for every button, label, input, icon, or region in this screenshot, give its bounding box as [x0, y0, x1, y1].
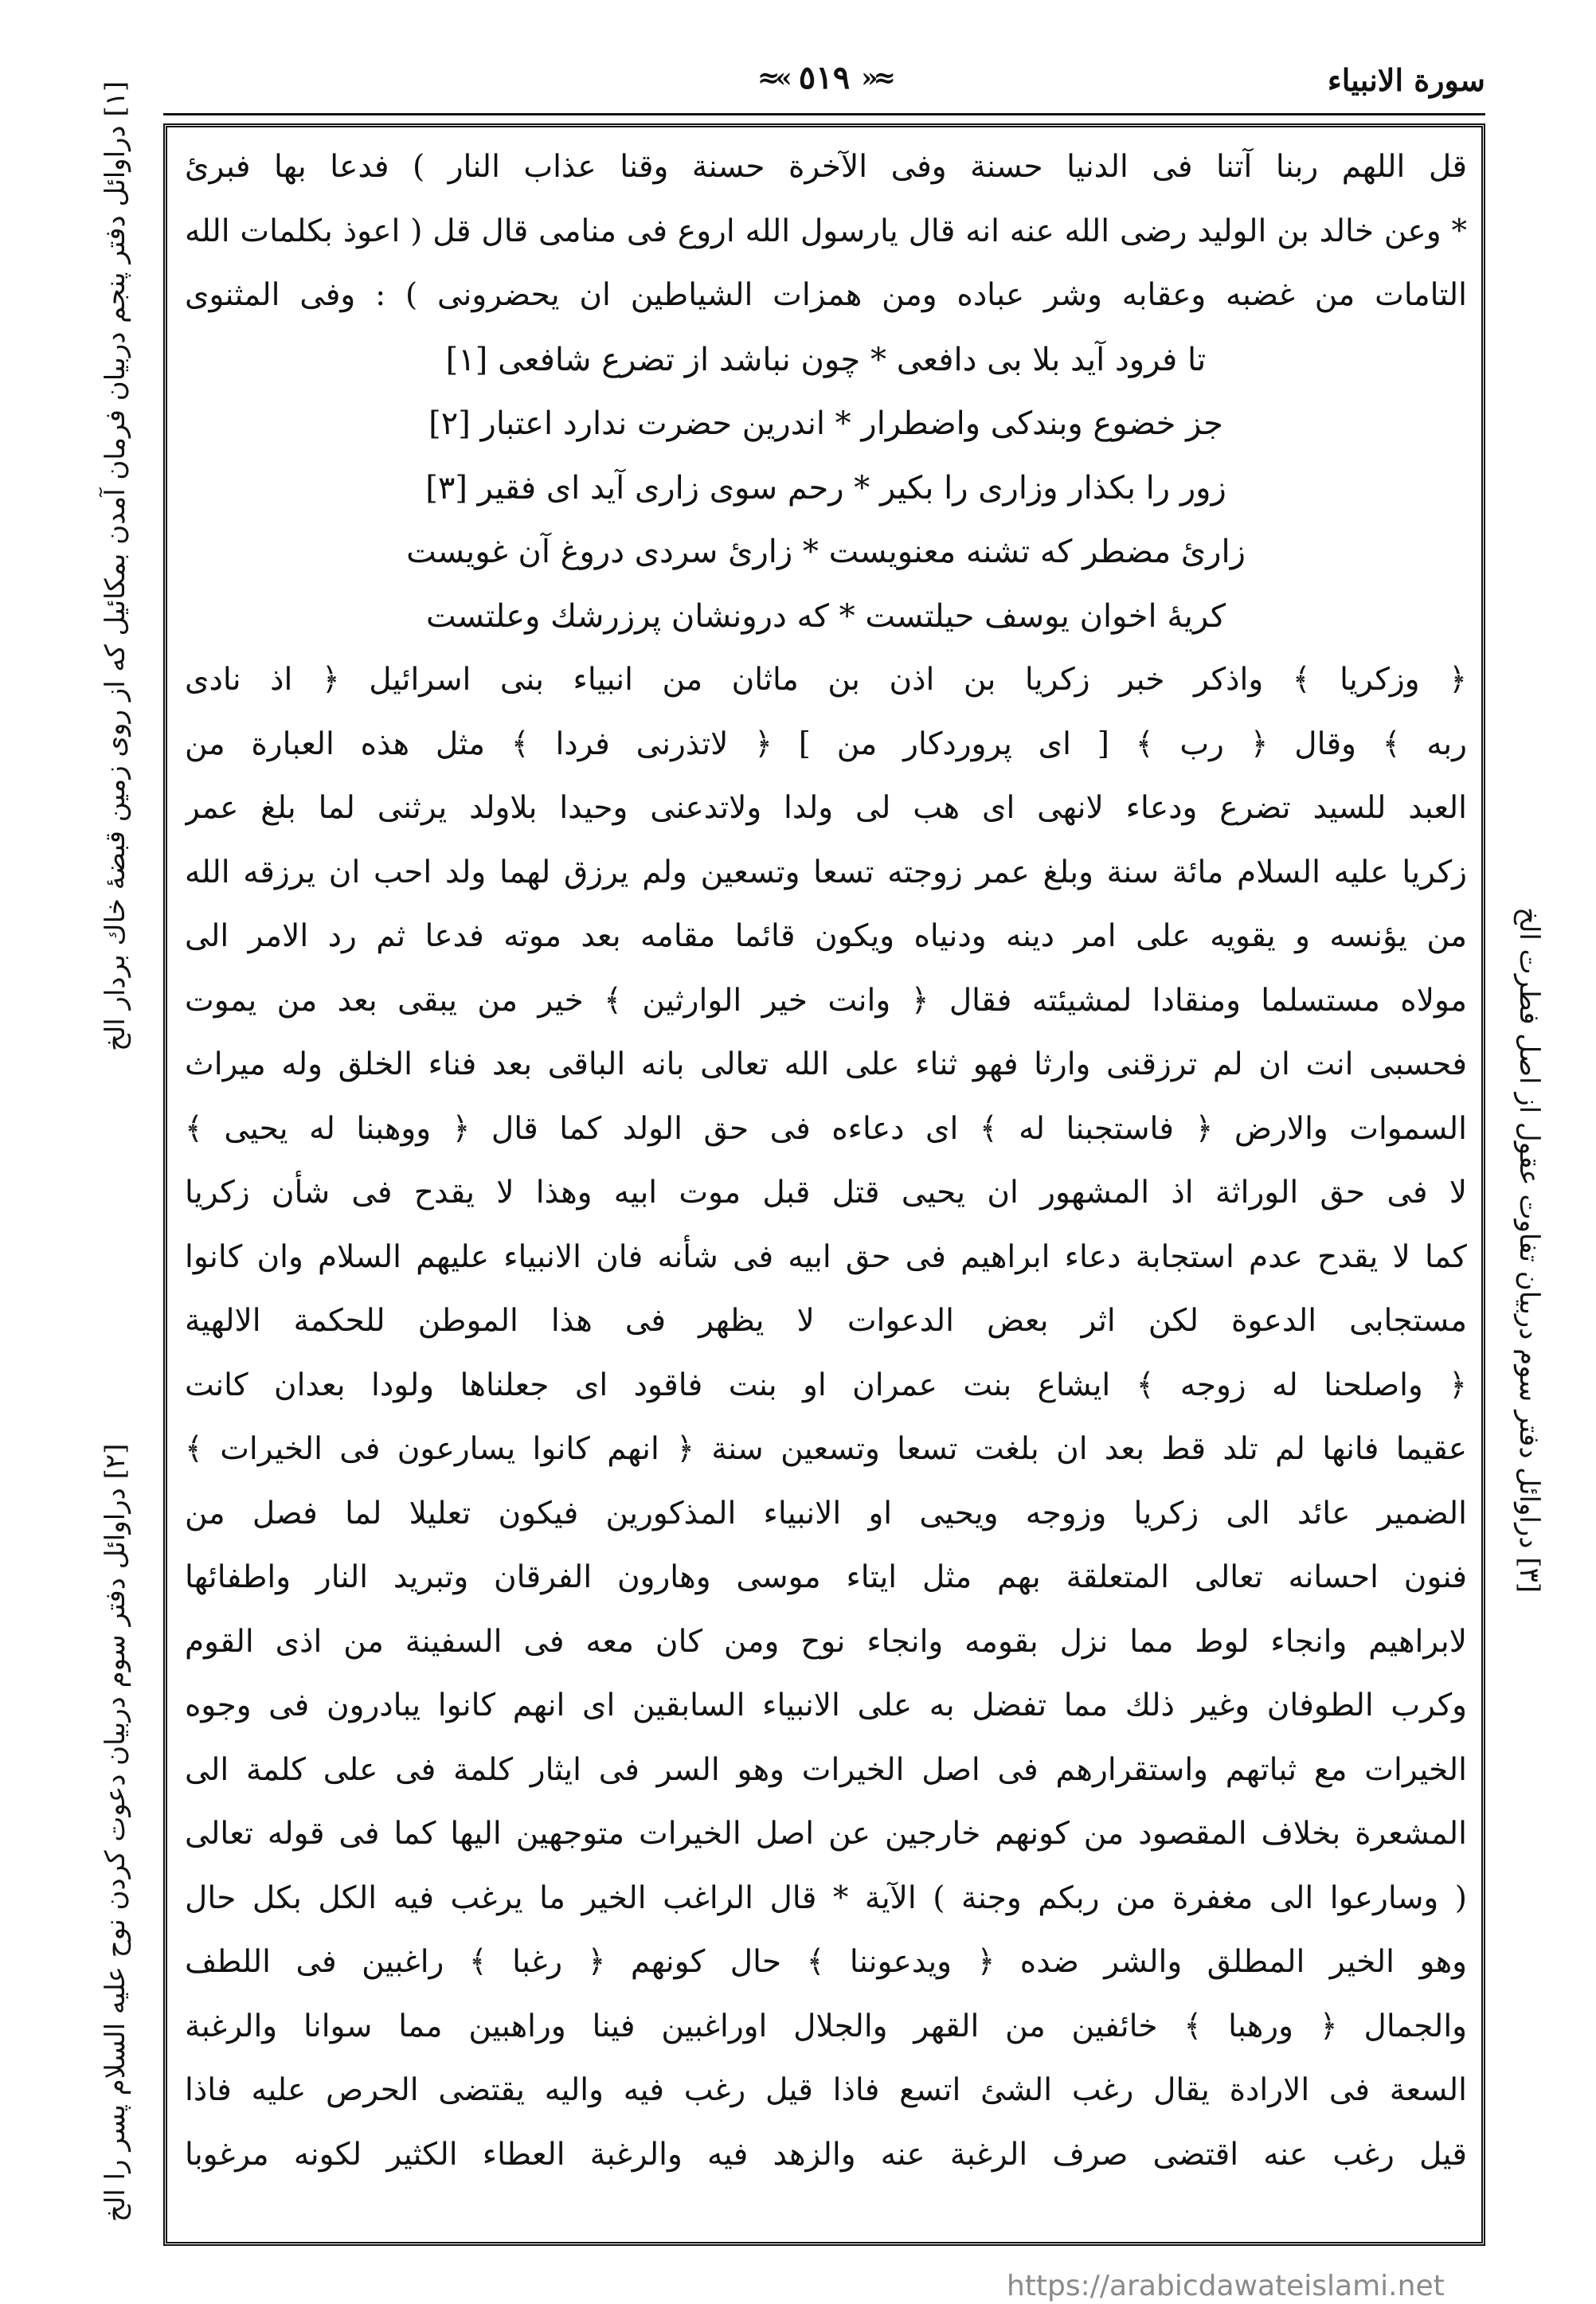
text-line: السعة فى الارادة يقال رغب الشئ اتسع فاذا قيل رغب فيه واليه يقتضى الحرص عليه فاذا	[185, 2072, 1467, 2108]
poem-verse: زارئ مضطر كه تشنه معنويست * زارئ سردى دروغ آن غويست	[406, 534, 1246, 570]
left-margin-notes	[80, 80, 159, 2230]
text-line: مولاه مستسلما ومنقادا لمشيئته فقال ﴿ وانت خير الوارثين ﴾ خير من يبقى بعد من يموت	[185, 982, 1467, 1019]
text-line: * وعن خالد بن الوليد رضى الله عنه انه قال يارسول الله اروع فى منامى قال قل ( اعوذ بكلمات الله	[185, 213, 1467, 249]
text-line: والجمال ﴿ ورهبا ﴾ خائفين من القهر والجلال اوراغبين فينا وراهبين مما سوانا والرغبة	[185, 2008, 1467, 2044]
margin-note: [١] دراوائل دفتر پنجم دربيان فرمان آمدن بمكائيل كه از روى زمين قبضهٔ خاك بردار الخ	[100, 80, 131, 1051]
margin-note: [٢] دراوائل دفتر سوم دربيان دعوت كردن نوح عليه السلام پسر را الخ	[100, 1443, 131, 2222]
watermark-link[interactable]: https://arabicdawateislami.net	[1007, 2270, 1445, 2302]
ornament-left-icon: ≈«	[757, 61, 788, 94]
poem-verse: زور را بكذار وزارى را بكير * رحم سوى زارى آيد اى فقير [٣]	[425, 469, 1226, 507]
text-line: الضمير عائد الى زكريا وزوجه ويحيى او الانبياء المذكورين فيكون تعليلا لما فصل من	[185, 1495, 1467, 1531]
text-line: مستجابى الدعوة لكن اثر بعض الدعوات لا يظهر فى هذا الموطن للحكمة الالهية	[185, 1303, 1467, 1339]
text-line: السموات والارض ﴿ فاستجبنا له ﴾ اى دعاءه فى حق الولد كما قال ﴿ ووهبنا له يحيى ﴾	[185, 1110, 1467, 1147]
text-line: المشعرة بخلاف المقصود من كونهم خارجين عن اصل الخيرات متوجهين اليها كما فى قوله تعالى	[185, 1816, 1467, 1852]
text-line: التامات من غضبه وعقابه وشر عباده ومن همزات الشياطين ان يحضرونى ) : وفى المثنوى	[185, 277, 1467, 313]
text-line: ﴿ وزكريا ﴾ واذكر خبر زكريا بن اذن بن ماثان من انبياء بنى اسرائيل ﴿ اذ نادى	[185, 662, 1467, 698]
text-line: قيل رغب عنه اقتضى صرف الرغبة عنه والزهد فيه والرغبة العطاء الكثير لكونه مرغوبا	[185, 2136, 1467, 2173]
poem-verse: جز خضوع وبندكى واضطرار * اندرين حضرت ندارد اعتبار [٢]	[428, 405, 1223, 442]
text-line: وهو الخير المطلق والشر ضده ﴿ ويدعوننا ﴾ حال كونهم ﴿ رغبا ﴾ راغبين فى اللطف	[185, 1944, 1467, 1980]
page-number-block	[757, 59, 891, 96]
text-line: لا فى حق الوراثة اذ المشهور ان يحيى قتل قبل موت ابيه وهذا لا يقدح فى شأن زكريا	[185, 1175, 1467, 1211]
ornament-right-icon: »≈	[861, 61, 891, 94]
text-line: قل اللهم ربنا آتنا فى الدنيا حسنة وفى الآخرة حسنة وقنا عذاب النار ) فدعا بها فبرئ	[185, 149, 1467, 185]
text-line: عقيما فانها لم تلد قط بعد ان بلغت تسعا وتسعين سنة ﴿ انهم كانوا يسارعون فى الخيرات ﴾	[185, 1431, 1467, 1467]
text-line: لابراهيم وانجاء لوط مما نزل بقومه وانجاء نوح ومن كان معه فى السفينة من اذى القوم	[185, 1623, 1467, 1660]
text-line: فحسبى انت ان لم ترزقنى وارثا فهو ثناء على الله تعالى بانه الباقى بعد فناء الخلق وله ميراث	[185, 1046, 1467, 1082]
text-line: ( وسارعوا الى مغفرة من ربكم وجنة ) الآية * قال الراغب الخير ما يرغب فيه الكل بكل حال	[185, 1880, 1467, 1916]
text-line: ربه ﴾ وقال ﴿ رب ﴾ [ اى پروردكار من ] ﴿ لاتذرنى فردا ﴾ مثل هذه العبارة من	[185, 726, 1467, 762]
margin-note: [٣] دراوائل دفتر سوم دربيان تفاوت عقول از اصل فطرت الخ	[1513, 907, 1545, 1593]
poem-verse: تا فرود آيد بلا بى دافعى * چون نباشد از تضرع شافعى [١]	[445, 341, 1207, 378]
page-number: ٥١٩	[798, 59, 851, 96]
text-line: الخيرات مع ثباتهم واستقرارهم فى اصل الخيرات وهو السر فى ايثار كلمة فى على كلمة الى	[185, 1751, 1467, 1788]
text-line: من يؤنسه و يقويه على امر دينه ودنياه ويكون قائما مقامه بعد موته فدعا ثم رد الامر الى	[185, 918, 1467, 954]
main-text	[185, 135, 1467, 2238]
text-line: وكرب الطوفان وغير ذلك مما تفضل به على الانبياء السابقين اى انهم كانوا يبادرون فى وجوه	[185, 1688, 1467, 1723]
text-line: العبد للسيد تضرع ودعاء لانهى اى هب لى ولدا ولاتدعنى وحيدا بلاولد يرثنى لما بلغ عمر	[185, 790, 1467, 826]
text-line: فنون احسانه تعالى المتعلقة بهم مثل ايتاء موسى وهارون الفرقان وتبريد النار واطفائها	[185, 1559, 1467, 1595]
right-margin-notes	[1497, 398, 1569, 1593]
text-line: كما لا يقدح عدم استجابة دعاء ابراهيم فى حق ابيه فى شأنه فان الانبياء عليهم السلام وان كانوا	[185, 1238, 1467, 1275]
surah-name: سورة الانبياء	[1327, 62, 1485, 98]
poem-verse: كريهٔ اخوان يوسف حيلتست * كه درونشان پرزرشك وعلتست	[425, 597, 1226, 635]
text-line: زكريا عليه السلام مائة سنة وبلغ عمر زوجته تسعا وتسعين ولم يرزق لهما ولد احب ان يرزقه الله	[185, 854, 1467, 890]
page-header	[163, 56, 1485, 111]
text-line: ﴿ واصلحنا له زوجه ﴾ ايشاع بنت عمران او بنت فاقود اى جعلناها ولودا بعدان كانت	[185, 1367, 1467, 1403]
header-rule	[163, 113, 1485, 115]
